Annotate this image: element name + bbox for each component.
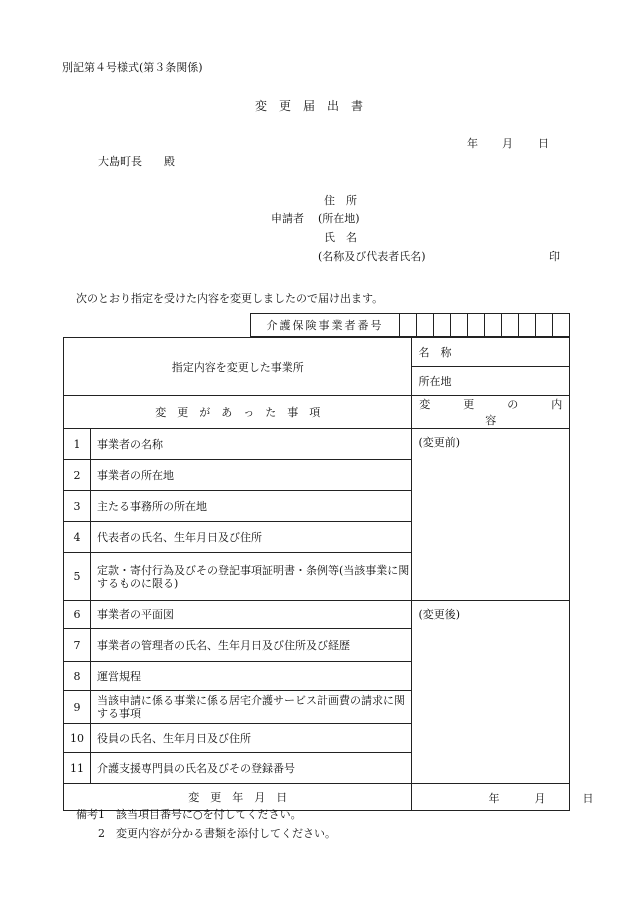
office-label: 指定内容を変更した事業所 bbox=[64, 338, 412, 396]
provider-number-box[interactable] bbox=[400, 314, 417, 337]
form-label: 別記第４号様式(第３条関係) bbox=[62, 61, 203, 74]
seal-mark: 印 bbox=[549, 250, 560, 263]
change-date-day: 日 bbox=[582, 792, 594, 805]
row-number: 7 bbox=[64, 629, 91, 662]
change-content-header: 変 更 の 内 容 bbox=[412, 396, 570, 429]
row-number: 11 bbox=[64, 753, 91, 784]
row-number: 2 bbox=[64, 460, 91, 491]
row-item-text: 当該申請に係る事業に係る居宅介護サービス計画費の請求に関する事項 bbox=[91, 691, 412, 724]
row-item-text: 役員の氏名、生年月日及び住所 bbox=[91, 724, 412, 753]
change-table bbox=[63, 337, 596, 811]
row-number: 6 bbox=[64, 601, 91, 629]
intro-text: 次のとおり指定を受けた内容を変更しましたので届け出ます。 bbox=[76, 292, 384, 305]
provider-number-box[interactable] bbox=[434, 314, 451, 337]
office-name-label: 名 称 bbox=[412, 338, 570, 367]
office-location-label: 所在地 bbox=[412, 367, 570, 396]
applicant-address-sub: (所在地) bbox=[318, 212, 360, 225]
row-number: 5 bbox=[64, 553, 91, 601]
provider-number-box[interactable] bbox=[451, 314, 468, 337]
change-date-year: 年 bbox=[488, 792, 500, 805]
change-before-cell[interactable] bbox=[412, 429, 570, 601]
date-year: 年 bbox=[467, 137, 478, 150]
row-item-text: 運営規程 bbox=[91, 662, 412, 691]
row-item-text: 事業者の所在地 bbox=[91, 460, 412, 491]
before-label: (変更前) bbox=[418, 436, 461, 449]
note-1: 備考1 該当項目番号に○を付してください。 bbox=[76, 808, 302, 821]
row-item-text: 代表者の氏名、生年月日及び住所 bbox=[91, 522, 412, 553]
addressee: 大島町長 殿 bbox=[98, 155, 175, 168]
after-label: (変更後) bbox=[418, 608, 461, 621]
applicant-name-sub: (名称及び代表者氏名) bbox=[318, 250, 426, 263]
row-item-text: 定款・寄付行為及びその登記事項証明書・条例等(当該事業に関するものに限る) bbox=[91, 553, 412, 601]
row-item-text: 主たる事務所の所在地 bbox=[91, 491, 412, 522]
date-month: 月 bbox=[502, 137, 513, 150]
change-date-value[interactable] bbox=[412, 784, 594, 811]
provider-number-box[interactable] bbox=[485, 314, 502, 337]
row-number: 1 bbox=[64, 429, 91, 460]
provider-number-label: 介護保険事業者番号 bbox=[251, 314, 400, 337]
row-number: 3 bbox=[64, 491, 91, 522]
provider-number-box[interactable] bbox=[553, 314, 570, 337]
provider-number-box[interactable] bbox=[519, 314, 536, 337]
applicant-name-label: 氏 名 bbox=[324, 231, 357, 244]
provider-number-box[interactable] bbox=[536, 314, 553, 337]
row-item-text: 事業者の平面図 bbox=[91, 601, 412, 629]
applicant-address-label: 住 所 bbox=[324, 194, 357, 207]
row-number: 8 bbox=[64, 662, 91, 691]
note-2: 2 変更内容が分かる書類を添付してください。 bbox=[98, 827, 336, 840]
change-after-cell[interactable] bbox=[412, 601, 570, 784]
provider-number-box[interactable] bbox=[417, 314, 434, 337]
row-number: 10 bbox=[64, 724, 91, 753]
provider-number-table bbox=[250, 313, 570, 337]
row-number: 9 bbox=[64, 691, 91, 724]
change-date-month: 月 bbox=[534, 792, 546, 805]
date-day: 日 bbox=[538, 137, 549, 150]
changed-items-header: 変 更 が あ っ た 事 項 bbox=[64, 396, 412, 429]
row-number: 4 bbox=[64, 522, 91, 553]
change-date-label: 変 更 年 月 日 bbox=[64, 784, 412, 811]
row-item-text: 事業者の名称 bbox=[91, 429, 412, 460]
row-item-text: 介護支援専門員の氏名及びその登録番号 bbox=[91, 753, 412, 784]
provider-number-box[interactable] bbox=[468, 314, 485, 337]
applicant-label: 申請者 bbox=[271, 212, 304, 225]
page-title: 変 更 届 出 書 bbox=[255, 99, 364, 113]
provider-number-box[interactable] bbox=[502, 314, 519, 337]
row-item-text: 事業者の管理者の氏名、生年月日及び住所及び経歴 bbox=[91, 629, 412, 662]
